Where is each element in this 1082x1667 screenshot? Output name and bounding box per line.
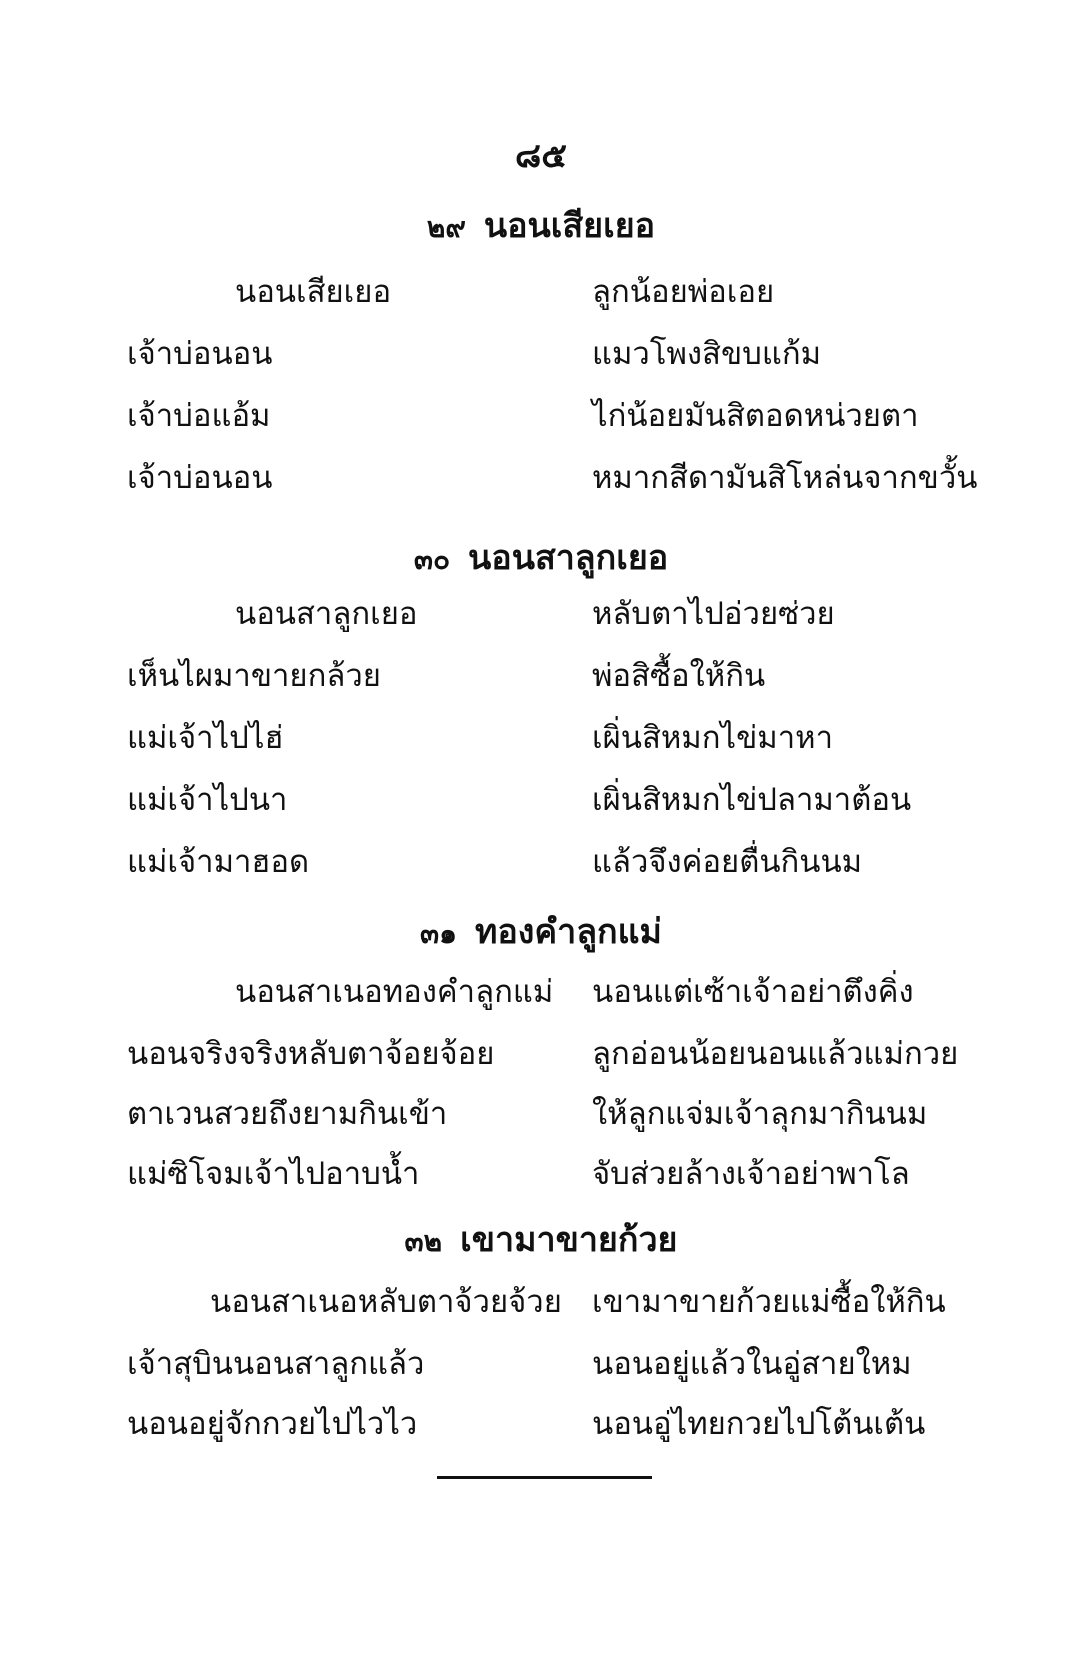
closing-rule (437, 1476, 652, 1479)
verse-left: แม่เจ้าไปนา (127, 782, 288, 818)
verse-left: นอนจริงจริงหลับตาจ้อยจ้อย (127, 1036, 495, 1072)
section-title: ทองคำลูกแม่ (474, 912, 662, 952)
verse-left: เจ้าบ่อนอน (127, 460, 273, 496)
section-title: เขามาขายก้วย (460, 1220, 678, 1260)
verse-right: เผิ่นสิหมกไข่มาหา (592, 720, 833, 756)
verse-right: นอนอู่ไทยกวยไปโต้นเต้น (592, 1406, 926, 1442)
section-heading-31 (0, 904, 1082, 958)
verse-left: แม่ซิโจมเจ้าไปอาบน้ำ (127, 1156, 420, 1192)
verse-right: นอนอยู่แล้วในอู่สายใหม (592, 1346, 912, 1382)
verse-right: นอนแต่เซ้าเจ้าอย่าตึงคิ่ง (592, 974, 914, 1010)
verse-left: นอนเสียเยอ (235, 274, 392, 310)
verse-left: นอนอยู่จักกวยไปไวไว (127, 1406, 418, 1442)
section-number: ๒๙ (426, 211, 466, 244)
section-heading-29 (0, 198, 1082, 252)
verse-left: ตาเวนสวยถึงยามกินเข้า (127, 1096, 448, 1132)
verse-right: เขามาขายก้วยแม่ซื้อให้กิน (592, 1284, 946, 1320)
verse-left: นอนสาเนอทองคำลูกแม่ (235, 974, 554, 1010)
verse-left: แม่เจ้าไปไฮ่ (127, 720, 284, 756)
verse-left: เจ้าบ่อนอน (127, 336, 273, 372)
verse-left: เจ้าบ่อแอ้ม (127, 398, 271, 434)
section-title: นอนเสียเยอ (483, 206, 656, 246)
verse-right: หลับตาไปอ่วยซ่วย (592, 596, 835, 632)
page-number: ๘๕ (515, 136, 567, 176)
verse-right: จับส่วยล้างเจ้าอย่าพาโล (592, 1156, 910, 1192)
verse-left: นอนสาลูกเยอ (235, 596, 418, 632)
verse-right: ไก่น้อยมันสิตอดหน่วยตา (592, 398, 919, 434)
verse-right: ลูกอ่อนน้อยนอนแล้วแม่กวย (592, 1036, 959, 1072)
verse-right: หมากสีดามันสิโหล่นจากขวั้น (592, 460, 978, 496)
section-heading-32 (0, 1212, 1082, 1266)
section-number: ๓๐ (413, 543, 451, 576)
section-heading-30 (0, 530, 1082, 584)
section-number: ๓๒ (404, 1225, 443, 1258)
verse-left: เห็นไผมาขายกล้วย (127, 658, 381, 694)
verse-left: นอนสาเนอหลับตาจ้วยจ้วย (210, 1284, 562, 1320)
verse-right: เผิ่นสิหมกไข่ปลามาต้อน (592, 782, 912, 818)
verse-right: ให้ลูกแจ่มเจ้าลุกมากินนม (592, 1096, 928, 1132)
verse-left: แม่เจ้ามาฮอด (127, 844, 310, 880)
section-number: ๓๑ (420, 917, 457, 950)
section-title: นอนสาลูกเยอ (468, 538, 669, 578)
verse-right: พ่อสิซื้อให้กิน (592, 658, 766, 694)
verse-right: แมวโพงสิขบแก้ม (592, 336, 822, 372)
verse-right: ลูกน้อยพ่อเอย (592, 274, 775, 310)
verse-left: เจ้าสุบินนอนสาลูกแล้ว (127, 1346, 425, 1382)
verse-right: แล้วจึงค่อยตื่นกินนม (592, 844, 863, 880)
